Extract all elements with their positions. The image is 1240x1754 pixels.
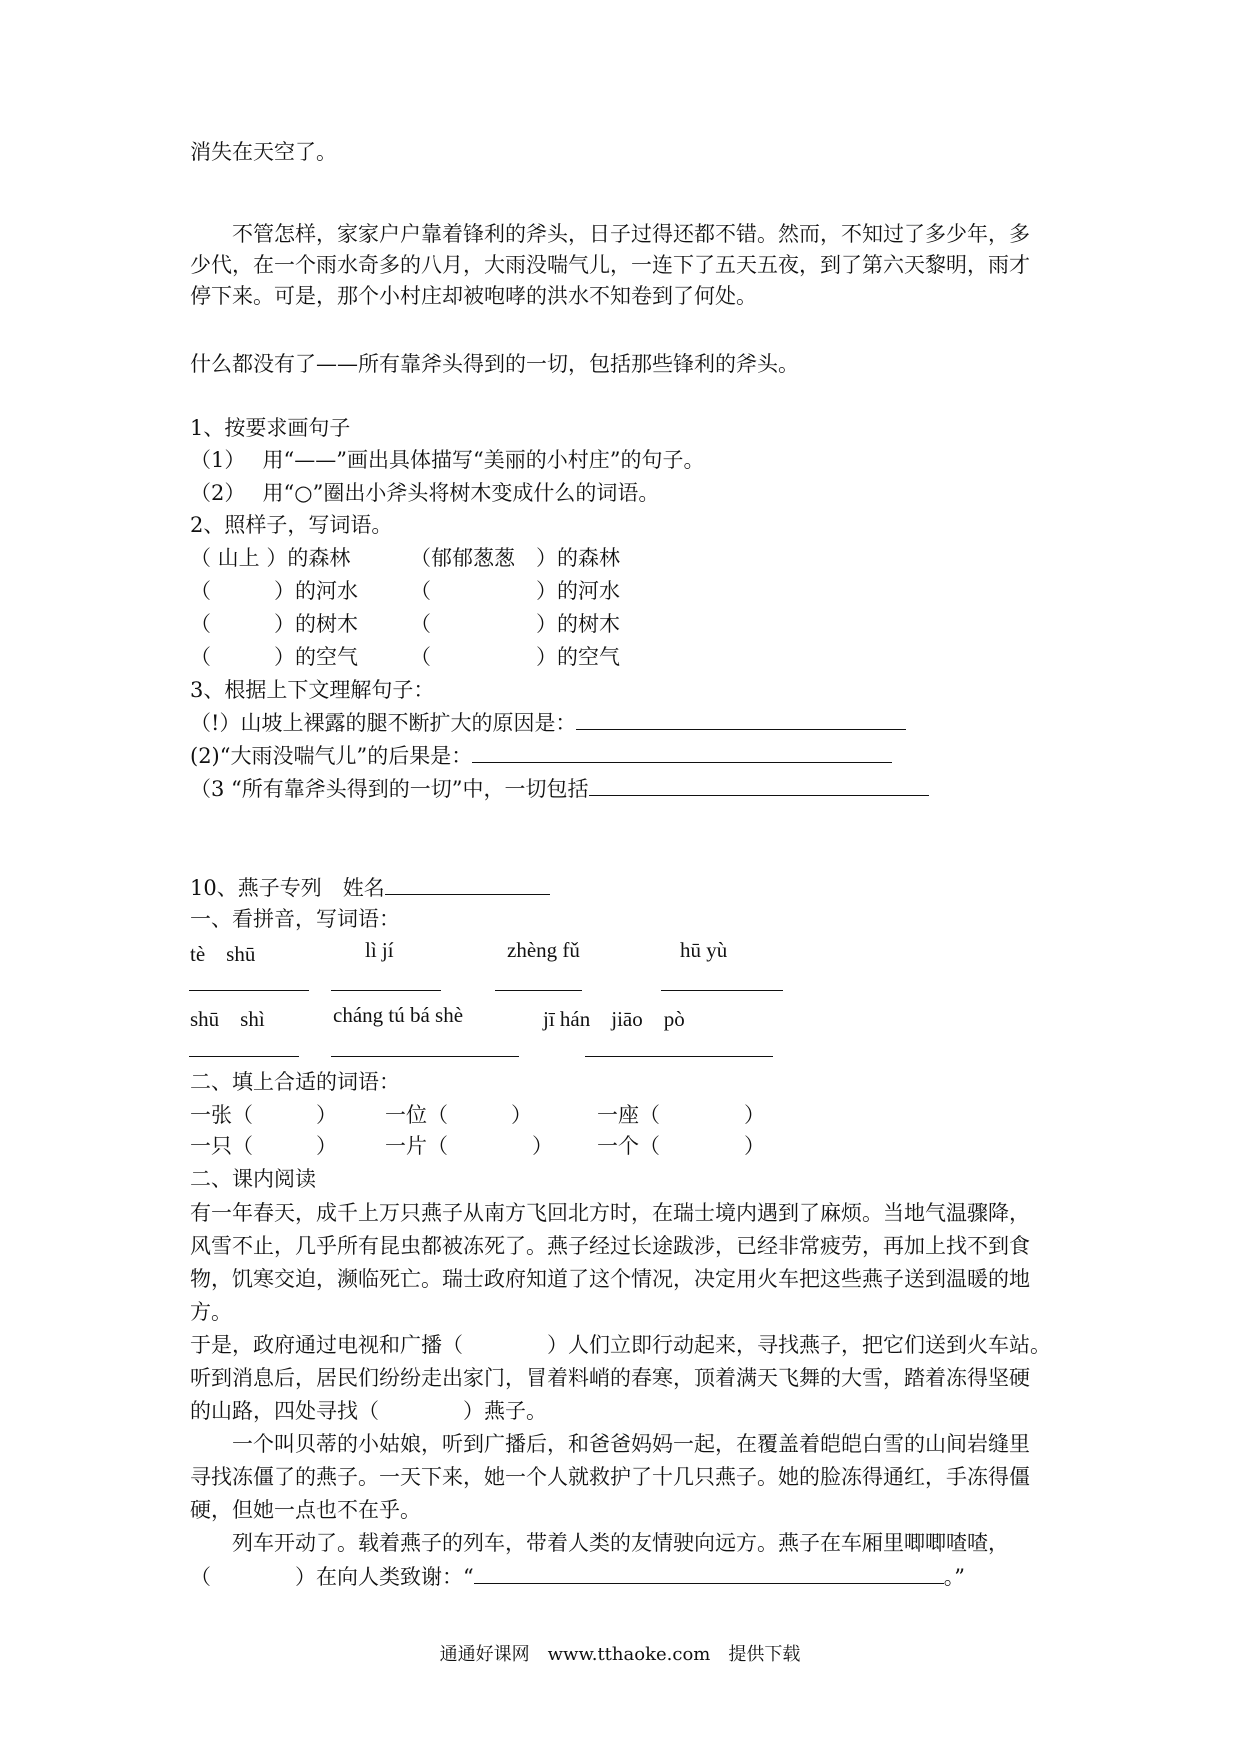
measure-word-cell: 一片（ ）	[385, 1134, 553, 1158]
word-fill-cell: （ 山上 ）的森林	[190, 546, 351, 570]
passage-line: 停下来。可是，那个小村庄却被咆哮的洪水不知卷到了何处。	[190, 284, 757, 308]
question-text: （!）山坡上裸露的腿不断扩大的原因是：	[190, 711, 577, 735]
question-item	[190, 740, 892, 771]
answer-blank[interactable]	[495, 990, 582, 991]
answer-blank[interactable]	[331, 990, 441, 991]
section-heading: 二、填上合适的词语：	[190, 1070, 400, 1094]
pinyin: cháng tú bá shè	[333, 1003, 464, 1027]
reading-line: 列车开动了。载着燕子的列车，带着人类的友情驶向远方。燕子在车厢里唧唧喳喳，	[232, 1531, 1009, 1555]
reading-text: 。”	[943, 1565, 965, 1589]
reading-line: 硬，但她一点也不在乎。	[190, 1498, 421, 1522]
question-item: （1） 用“——”画出具体描写“美丽的小村庄”的句子。	[190, 448, 705, 472]
answer-blank[interactable]	[189, 990, 309, 991]
measure-word-cell: 一座（ ）	[597, 1103, 765, 1127]
measure-word-cell: 一张（ ）	[190, 1103, 337, 1127]
pinyin: zhèng fǔ	[507, 938, 580, 962]
reading-line: 方。	[190, 1300, 232, 1324]
answer-blank[interactable]	[589, 773, 929, 796]
measure-word-cell: 一位（ ）	[385, 1103, 532, 1127]
reading-line: 风雪不止，几乎所有昆虫都被冻死了。燕子经过长途跋涉，已经非常疲劳，再加上找不到食	[190, 1234, 1030, 1258]
answer-blank[interactable]	[472, 740, 892, 763]
answer-blank[interactable]	[189, 1056, 299, 1057]
question-title: 3、根据上下文理解句子：	[190, 678, 435, 702]
reading-text: （ ）在向人类致谢：“	[190, 1565, 474, 1589]
question-item	[190, 773, 929, 804]
reading-line: 一个叫贝蒂的小姑娘，听到广播后，和爸爸妈妈一起，在覆盖着皑皑白雪的山间岩缝里	[232, 1432, 1030, 1456]
measure-word-cell: 一个（ ）	[597, 1134, 765, 1158]
question-text: (2)“大雨没喘气儿”的后果是：	[190, 744, 473, 768]
word-fill-cell: （ ）的河水	[190, 579, 358, 603]
name-blank[interactable]	[385, 872, 550, 895]
answer-blank[interactable]	[585, 1056, 773, 1057]
passage-line: 少代，在一个雨水奇多的八月，大雨没喘气儿，一连下了五天五夜，到了第六天黎明，雨才	[190, 253, 1030, 277]
reading-line: 于是，政府通过电视和广播（ ）人们立即行动起来，寻找燕子，把它们送到火车站。	[190, 1333, 1051, 1357]
reading-line: 有一年春天，成千上万只燕子从南方飞回北方时，在瑞士境内遇到了麻烦。当地气温骤降，	[190, 1201, 1030, 1225]
section-heading: 一、看拼音，写词语：	[190, 907, 400, 931]
answer-blank[interactable]	[474, 1561, 944, 1584]
pinyin: hū yù	[680, 938, 728, 962]
word-fill-cell: （ ）的空气	[410, 645, 620, 669]
reading-line: 的山路，四处寻找（ ）燕子。	[190, 1399, 547, 1423]
pinyin: jī hán jiāo pò	[543, 1007, 685, 1031]
answer-blank[interactable]	[331, 1056, 519, 1057]
question-item	[190, 707, 906, 738]
passage-line: 不管怎样，家家户户靠着锋利的斧头，日子过得还都不错。然而，不知过了多少年，多	[232, 222, 1030, 246]
question-item: （2） 用“○”圈出小斧头将树木变成什么的词语。	[190, 481, 660, 505]
question-title: 2、照样子，写词语。	[190, 513, 393, 537]
word-fill-cell: （ ）的树木	[410, 612, 620, 636]
page-footer: 通通好课网 www.tthaoke.com 提供下载	[439, 1644, 801, 1665]
reading-line: 寻找冻僵了的燕子。一天下来，她一个人就救护了十几只燕子。她的脸冻得通红，手冻得僵	[190, 1465, 1030, 1489]
reading-line: 物，饥寒交迫，濒临死亡。瑞士政府知道了这个情况，决定用火车把这些燕子送到温暖的地	[190, 1267, 1030, 1291]
measure-word-cell: 一只（ ）	[190, 1134, 337, 1158]
question-title: 1、按要求画句子	[190, 416, 351, 440]
word-fill-cell: （ ）的河水	[410, 579, 620, 603]
pinyin: tè shū	[190, 942, 256, 966]
reading-line	[190, 1561, 965, 1592]
answer-blank[interactable]	[661, 990, 783, 991]
passage-line: 消失在天空了。	[190, 140, 337, 164]
pinyin: lì jí	[365, 938, 394, 962]
pinyin: shū shì	[190, 1007, 265, 1031]
word-fill-cell: （ ）的树木	[190, 612, 358, 636]
word-fill-cell: （ ）的空气	[190, 645, 358, 669]
word-fill-cell: （郁郁葱葱 ）的森林	[410, 546, 620, 570]
passage-line: 什么都没有了——所有靠斧头得到的一切，包括那些锋利的斧头。	[190, 352, 799, 376]
question-text: （3 “所有靠斧头得到的一切”中，一切包括	[190, 777, 589, 801]
answer-blank[interactable]	[576, 707, 906, 730]
lesson-title	[190, 872, 550, 903]
section-heading: 二、课内阅读	[190, 1167, 316, 1191]
reading-line: 听到消息后，居民们纷纷走出家门，冒着料峭的春寒，顶着满天飞舞的大雪，踏着冻得坚硬	[190, 1366, 1030, 1390]
lesson-title-text: 10、燕子专列 姓名	[190, 876, 385, 900]
